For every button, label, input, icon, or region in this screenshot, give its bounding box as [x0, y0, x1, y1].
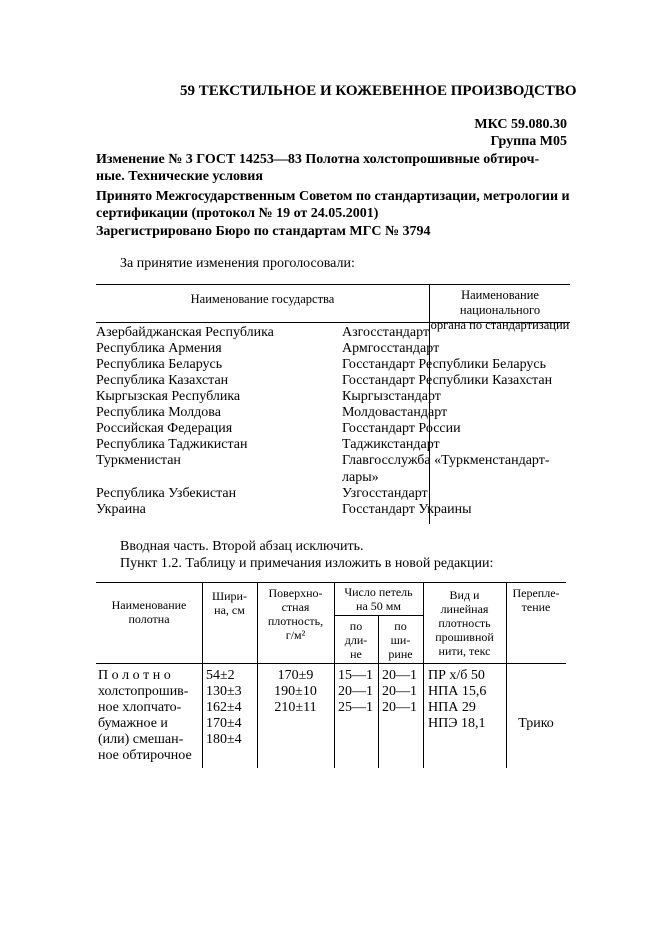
cell-line: 170±4 [206, 716, 242, 731]
header-line: на, см [214, 603, 245, 617]
accepted-line2: сертификации (протокол № 19 от 24.05.2001) [96, 206, 379, 221]
cell-line: 170±9 [277, 668, 314, 683]
vote-body: Кыргызстандарт [342, 389, 441, 404]
vote-state: Республика Таджикистан [96, 437, 248, 452]
change-title-line1: Изменение № 3 ГОСТ 14253—83 Полотна холстопрошивные обтироч- [96, 152, 540, 167]
spec-table [96, 582, 566, 768]
vote-body: Армгосстандарт [342, 341, 440, 356]
spec-header-loops-length [334, 619, 378, 661]
header-line: плотность [438, 616, 491, 630]
spec-table-header-rule [96, 663, 566, 664]
intro-part-text: Вводная часть. Второй абзац исключить. [120, 539, 364, 554]
cell-line: ПР х/б 50 [428, 668, 485, 683]
cell-line: 130±3 [206, 684, 242, 699]
vote-body: Азгосстандарт [342, 325, 430, 340]
cell-line: 20—1 [338, 684, 373, 699]
vote-state: Туркменистан [96, 453, 181, 468]
spec-cell-widths [206, 668, 242, 748]
cell-line: 180±4 [206, 732, 242, 747]
header-line: тение [521, 600, 551, 614]
header-line: линейная [440, 602, 489, 616]
vote-body: Главгосслужба «Туркменстандарт- [342, 453, 550, 468]
vote-body: лары» [342, 470, 379, 485]
vote-state: Украина [96, 502, 146, 517]
vote-header-body-line2: органа по стандартизации [430, 318, 570, 332]
header-line: Число петель [344, 585, 413, 599]
header-line: дли- [344, 633, 368, 647]
vote-body: Таджикстандарт [342, 437, 440, 452]
vote-body: Узгосстандарт [342, 486, 428, 501]
cell-line: ное обтирочное [98, 748, 192, 763]
header-line: по [349, 619, 363, 633]
spec-cell-loops-length [338, 668, 373, 716]
cell-line: НПА 29 [428, 700, 476, 715]
cell-line: 210±11 [274, 700, 317, 715]
vote-state: Республика Молдова [96, 405, 221, 420]
vote-state: Республика Казахстан [96, 373, 229, 388]
vote-state: Республика Беларусь [96, 357, 223, 372]
cell-line: 20—1 [382, 668, 417, 683]
spec-cell-name [98, 668, 202, 764]
vote-header-state: Наименование государства [190, 292, 335, 306]
header-line: полотна [128, 612, 170, 626]
vote-state: Кыргызская Республика [96, 389, 241, 404]
header-line: по [394, 619, 407, 633]
vote-state: Азербайджанская Республика [96, 325, 274, 340]
spec-header-loops [334, 585, 423, 613]
header-line: нити, текс [438, 644, 491, 658]
cell-line: 162±4 [206, 700, 242, 715]
change-title-line2: ные. Технические условия [96, 169, 263, 184]
vote-state: Республика Узбекистан [96, 486, 237, 501]
vote-body: Госстандарт Украины [342, 502, 472, 517]
registered-line: Зарегистрировано Бюро по стандартам МГС № 3794 [96, 224, 431, 239]
voted-intro: За принятие изменения проголосовали: [120, 256, 355, 271]
cell-line: 20—1 [382, 700, 417, 715]
vote-header-body-line1: Наименование национального [459, 288, 541, 317]
spec-header-thread [423, 588, 506, 658]
vote-body: Молдовастандарт [342, 405, 448, 420]
vote-table-top-rule [96, 284, 570, 285]
cell-line: 15—1 [338, 668, 373, 683]
header-line: рине [388, 647, 413, 661]
accepted-line1: Принято Межгосударственным Советом по стандартизации, метрологии и [96, 189, 570, 204]
cell-line: бумажное и [98, 716, 168, 731]
spec-header-weave [506, 586, 566, 614]
spec-header-width [202, 589, 257, 617]
cell-line: НПА 15,6 [428, 684, 487, 699]
cell-line: НПЭ 18,1 [428, 716, 486, 731]
vote-body: Госстандарт Республики Казахстан [342, 373, 553, 388]
mks-code: МКС 59.080.30 [474, 117, 567, 132]
vote-body: Госстандарт Республики Беларусь [342, 357, 547, 372]
spec-cell-loops-width [382, 668, 417, 716]
point-text: Пункт 1.2. Таблицу и примечания изложить в новой редакции: [120, 556, 494, 571]
vote-body: Госстандарт России [342, 421, 461, 436]
header-line: стная [281, 600, 310, 614]
header-line: Вид и [449, 588, 480, 602]
header-line: Перепле- [512, 586, 560, 600]
header-line: плотность, [267, 614, 324, 628]
cell-line: (или) смешан- [98, 732, 184, 747]
spec-cell-weave: Трико [518, 716, 554, 731]
spec-header-density [257, 586, 334, 642]
spec-cell-densities [257, 668, 334, 716]
spec-header-loops-width [378, 619, 423, 661]
group-code: Группа М05 [490, 134, 567, 149]
vote-state: Российская Федерация [96, 421, 233, 436]
cell-line: ное хлопчато- [98, 700, 182, 715]
vote-state: Республика Армения [96, 341, 222, 356]
spec-header-name [96, 598, 202, 626]
section-title: 59 ТЕКСТИЛЬНОЕ И КОЖЕВЕННОЕ ПРОИЗВОДСТВО [180, 83, 577, 99]
cell-line: 190±10 [274, 684, 317, 699]
spec-cell-threads [428, 668, 486, 732]
header-line: Поверхно- [268, 586, 323, 600]
header-line: ши- [390, 633, 411, 647]
cell-line: П о л о т н о [98, 668, 171, 683]
cell-line: 20—1 [382, 684, 417, 699]
header-line: прошивной [435, 630, 494, 644]
cell-line: холстопрошив- [98, 684, 189, 699]
spec-table-top-rule [96, 582, 566, 583]
cell-line: 25—1 [338, 700, 373, 715]
header-line: г/м² [285, 628, 306, 642]
cell-line: 54±2 [206, 668, 235, 683]
header-line: на 50 мм [356, 599, 401, 613]
header-line: Шири- [212, 589, 247, 603]
header-line: не [350, 647, 362, 661]
header-line: Наименование [111, 598, 187, 612]
